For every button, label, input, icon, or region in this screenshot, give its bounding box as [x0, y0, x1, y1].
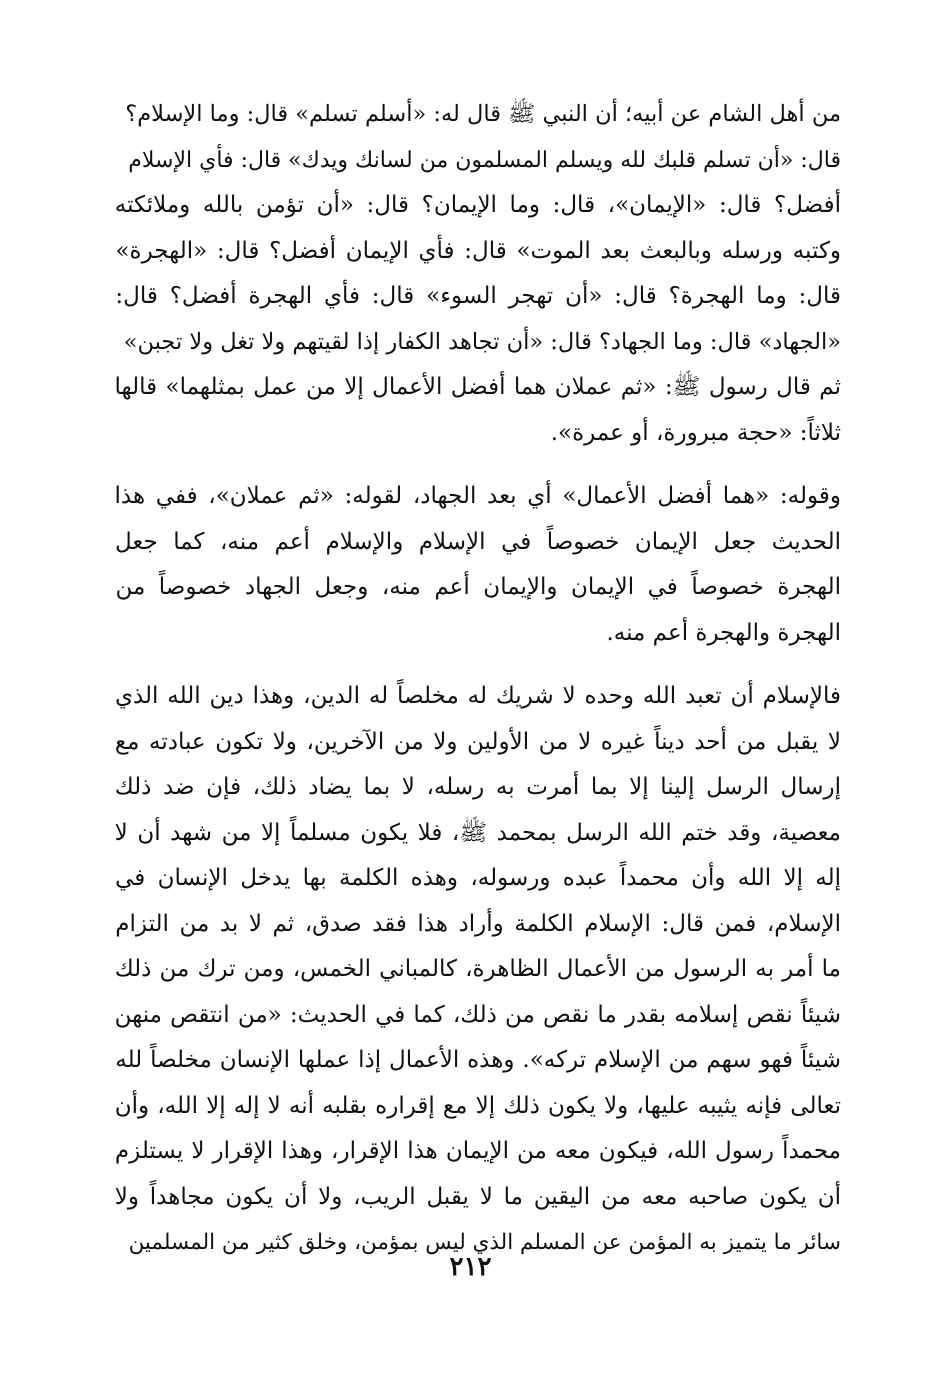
text-line: وكتبه ورسله وبالبعث بعد الموت» قال: فأي الإيمان أفضل؟ قال: «الهجرة»: [115, 237, 841, 264]
text-line: فالإسلام أن تعبد الله وحده لا شريك له مخلصاً له الدين، وهذا دين الله الذي: [115, 683, 841, 709]
text-line: شيئاً نقص إسلامه بقدر ما نقص من ذلك، كما في الحديث: «من انتقص منهن: [115, 1001, 841, 1028]
paragraph-spacer: [115, 656, 841, 674]
text-line: ما أمر به الرسول من الأعمال الظاهرة، كالمباني الخمس، ومن ترك من ذلك: [115, 956, 841, 982]
text-line: ثم قال رسول ﷺ: «ثم عملان هما أفضل الأعمال إلا من عمل بمثلهما» قالها: [115, 374, 841, 400]
text-line: محمداً رسول الله، فيكون معه من الإيمان هذا الإقرار، وهذا الإقرار لا يستلزم: [115, 1138, 841, 1164]
text-line: وقوله: «هما أفضل الأعمال» أي بعد الجهاد، لقوله: «ثم عملان»، ففي هذا: [115, 483, 841, 509]
text-line: لا يقبل من أحد ديناً غيره لا من الأولين ولا من الآخرين، ولا تكون عبادته مع: [115, 728, 841, 755]
text-line: أن يكون صاحبه معه من اليقين ما لا يقبل الريب، ولا أن يكون مجاهداً ولا: [115, 1183, 841, 1210]
text-line: إله إلا الله وأن محمداً عبده ورسوله، وهذه الكلمة بها يدخل الإنسان في: [115, 865, 841, 891]
text-line: الحديث جعل الإيمان خصوصاً في الإسلام والإسلام أعم منه، كما جعل: [115, 528, 841, 555]
paragraph-islam-definition: [115, 674, 841, 1266]
text-line: أفضل؟ قال: «الإيمان»، قال: وما الإيمان؟ قال: «أن تؤمن بالله وملائكته: [115, 192, 841, 218]
text-line: الهجرة خصوصاً في الإيمان والإيمان أعم منه، وجعل الجهاد خصوصاً من: [115, 574, 841, 600]
text-line: «الجهاد» قال: وما الجهاد؟ قال: «أن تجاهد الكفار إذا لقيتهم ولا تغل ولا تجبن»: [123, 328, 841, 355]
text-line: سائر ما يتميز به المؤمن عن المسلم الذي ليس بمؤمن، وخلق كثير من المسلمين: [128, 1230, 841, 1255]
page-body: [115, 92, 841, 1266]
text-line: شيئاً فهو سهم من الإسلام تركه». وهذه الأعمال إذا عملها الإنسان مخلصاً لله: [115, 1047, 841, 1073]
text-line: تعالى فإنه يثيبه عليها، ولا يكون ذلك إلا مع إقراره بقلبه أنه لا إله إلا الله، وأن: [115, 1092, 841, 1119]
paragraph-commentary: [115, 474, 841, 656]
text-line: الإسلام، فمن قال: الإسلام الكلمة وأراد هذا فقد صدق، ثم لا بد من التزام: [115, 910, 841, 937]
paragraph-spacer: [115, 456, 841, 474]
text-line: إرسال الرسل إلينا إلا بما أمرت به رسله، لا بما يضاد ذلك، فإن ضد ذلك: [115, 774, 841, 800]
text-line: ثلاثاً: «حجة مبرورة، أو عمرة».: [550, 419, 841, 446]
page-number: ٢١٢: [449, 1252, 492, 1282]
text-line: من أهل الشام عن أبيه؛ أن النبي ﷺ قال له: «أسلم تسلم» قال: وما الإسلام؟: [125, 101, 841, 127]
paragraph-hadith: [115, 92, 841, 456]
text-line: قال: «أن تسلم قلبك لله ويسلم المسلمون من لسانك ويدك» قال: فأي الإسلام: [128, 147, 841, 173]
text-line: معصية، وقد ختم الله الرسل بمحمد ﷺ، فلا يكون مسلماً إلا من شهد أن لا: [115, 819, 841, 846]
text-line: قال: وما الهجرة؟ قال: «أن تهجر السوء» قال: فأي الهجرة أفضل؟ قال:: [115, 283, 841, 309]
text-line: الهجرة والهجرة أعم منه.: [606, 619, 841, 646]
